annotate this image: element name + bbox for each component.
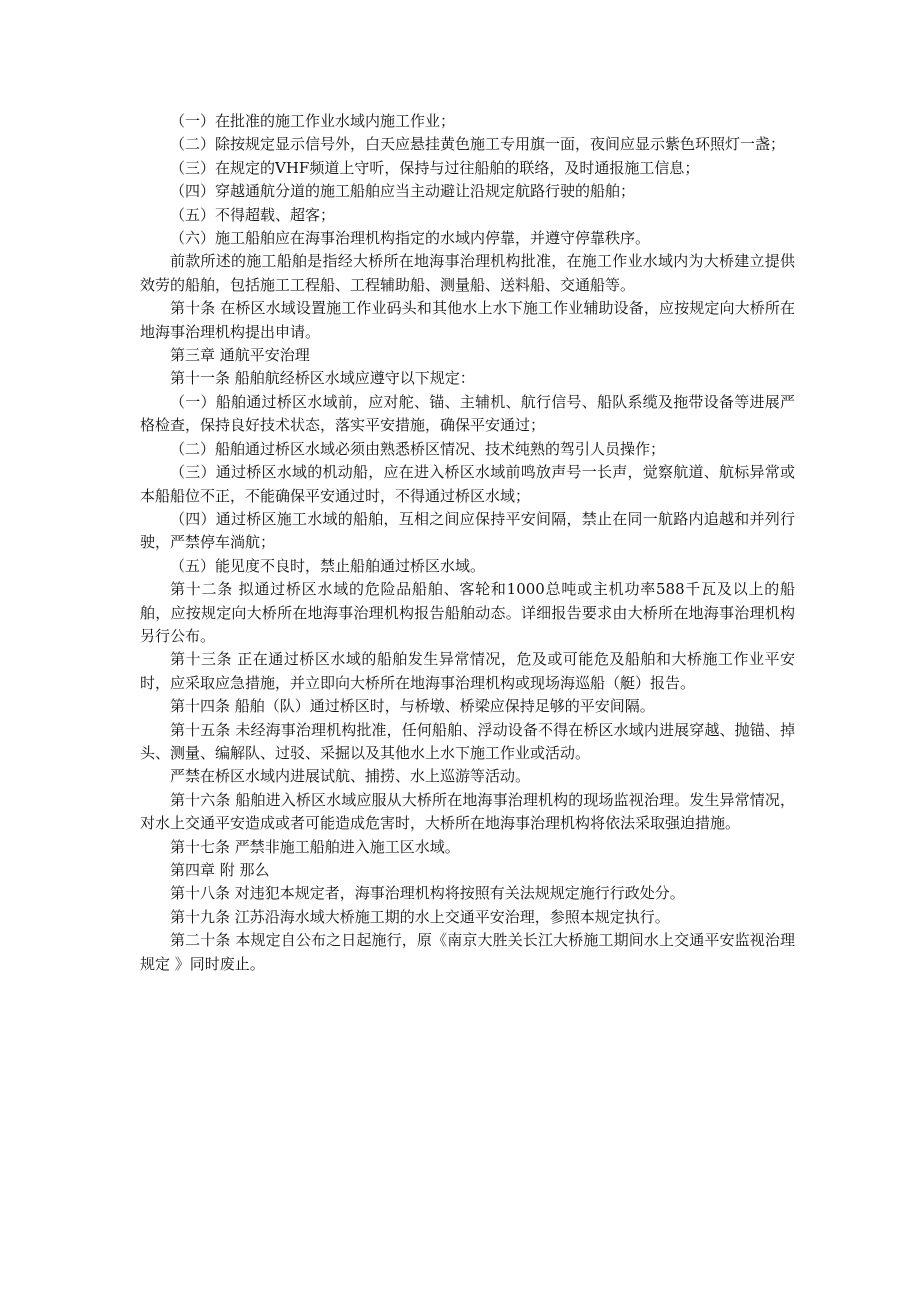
document-page — [140, 110, 795, 976]
article-11-item-4: （四）通过桥区施工水域的船舶，互相之间应保持平安间隔，禁止在同一航路内追越和并列行驶，严禁停车淌航； — [140, 509, 795, 552]
article-15: 第十五条 未经海事治理机构批准，任何船舶、浮动设备不得在桥区水域内进展穿越、抛锚、掉头、测量、编解队、过驳、采掘以及其他水上水下施工作业或活动。 — [140, 720, 795, 762]
article-11-item-1: （一）船舶通过桥区水域前，应对舵、锚、主辅机、航行信号、船队系缆及拖带设备等进展严格检查，保持良好技术状态，落实平安措施，确保平安通过； — [140, 392, 795, 435]
clause-item-4: （四）穿越通航分道的施工船舶应当主动避让沿规定航路行驶的船舶； — [170, 182, 636, 201]
article-16: 第十六条 船舶进入桥区水域应服从大桥所在地海事治理机构的现场监视治理。发生异常情况，对水上交通平安造成或者可能造成危害时，大桥所在地海事治理机构将依法采取强迫措施。 — [140, 790, 795, 833]
article-12: 第十二条 拟通过桥区水域的危险品船舶、客轮和1000总吨或主机功率588千瓦及以上的船舶，应按规定向大桥所在地海事治理机构报告船舶动态。详细报告要求由大桥所在地海事治理机构另行公布。 — [140, 580, 795, 645]
article-17: 第十七条 严禁非施工船舶进入施工区水域。 — [170, 837, 460, 856]
article-15-paragraph-2: 严禁在桥区水域内进展试航、捕捞、水上巡游等活动。 — [170, 767, 531, 786]
article-11: 第十一条 船舶航经桥区水域应遵守以下规定： — [170, 369, 475, 388]
article-10: 第十条 在桥区水域设置施工作业码头和其他水上水下施工作业辅助设备，应按规定向大桥所在地海事治理机构提出申请。 — [140, 299, 795, 341]
article-13: 第十三条 正在通过桥区水域的船舶发生异常情况，危及或可能危及船舶和大桥施工作业平安时，应采取应急措施，并立即向大桥所在地海事治理机构或现场海巡船（艇）报告。 — [140, 650, 795, 692]
clause-item-5: （五）不得超载、超客； — [170, 205, 336, 224]
article-14: 第十四条 船舶（队）通过桥区时，与桥墩、桥梁应保持足够的平安间隔。 — [170, 697, 655, 716]
article-18: 第十八条 对违犯本规定者，海事治理机构将按照有关法规规定施行行政处分。 — [170, 884, 685, 903]
chapter-3-heading: 第三章 通航平安治理 — [170, 346, 310, 365]
article-11-item-3: （三）通过桥区水域的机动船，应在进入桥区水域前鸣放声号一长声，觉察航道、航标异常或本船船位不正，不能确保平安通过时，不得通过桥区水域； — [140, 463, 795, 505]
definition-paragraph: 前款所述的施工船舶是指经大桥所在地海事治理机构批准，在施工作业水域内为大桥建立提供效劳的船舶，包括施工工程船、工程辅助船、测量船、送料船、交通船等。 — [140, 252, 795, 294]
article-11-item-5: （五）能见度不良时，禁止船舶通过桥区水域。 — [170, 556, 486, 575]
clause-item-3: （三）在规定的VHF频道上守听，保持与过往船舶的联络，及时通报施工信息； — [170, 158, 700, 177]
clause-item-2: （二）除按规定显示信号外，白天应悬挂黄色施工专用旗一面，夜间应显示紫色环照灯一盏； — [170, 135, 786, 154]
article-19: 第十九条 江苏沿海水域大桥施工期的水上交通平安治理，参照本规定执行。 — [170, 907, 670, 926]
article-11-item-2: （二）船舶通过桥区水域必须由熟悉桥区情况、技术纯熟的驾引人员操作； — [170, 439, 666, 458]
clause-item-1: （一）在批准的施工作业水域内施工作业； — [170, 112, 456, 130]
chapter-4-heading: 第四章 附 那么 — [170, 861, 270, 879]
article-20: 第二十条 本规定自公布之日起施行，原《南京大胜关长江大桥施工期间水上交通平安监视治理规定 》同时废止。 — [140, 931, 795, 973]
clause-item-6: （六）施工船舶应在海事治理机构指定的水域内停靠，并遵守停靠秩序。 — [170, 229, 651, 248]
